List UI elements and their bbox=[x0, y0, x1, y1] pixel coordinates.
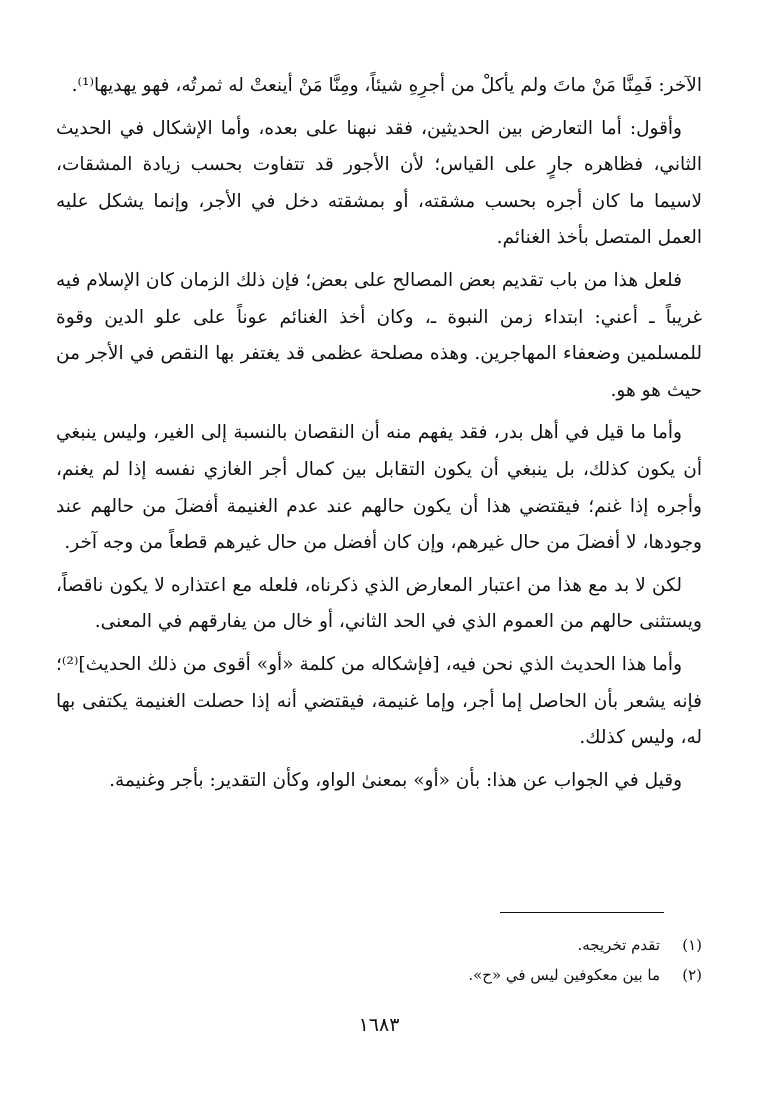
footnote-text: تقدم تخريجه. bbox=[577, 936, 660, 954]
footnote-divider bbox=[500, 912, 664, 913]
footnote-marker: (١) bbox=[682, 936, 702, 954]
paragraph: وأما ما قيل في أهل بدر، فقد يفهم منه أن النقصان بالنسبة إلى الغير، وليس ينبغي أن يكون كذلك، بل ينبغي أن يكون التقابل بين كمال أجر الغازي نفسه إذا لم يغنم، وأجره إذا غنم؛ فيقتضي هذا أن يكون حالهم عند عدم الغنيمة أفضلَ من حالهم عند وجودها، لا أفضلَ من حال غيرهم، وإن كان أفضل من حال غيرهم قطعاً من وجه آخر. bbox=[56, 422, 702, 554]
paragraph: وقيل في الجواب عن هذا: بأن «أو» بمعنىٰ الواو، وكأن التقدير: بأجر وغنيمة. bbox=[109, 769, 682, 791]
footnotes bbox=[56, 930, 702, 990]
paragraph: فلعل هذا من باب تقديم بعض المصالح على بعض؛ فإن ذلك الزمان كان الإسلام فيه غريباً ـ أعني: ابتداء زمن النبوة ـ، وكان أخذ الغنائم عوناً على علو الدين وقوة للمسلمين وضعفاء المهاجرين. وهذه مصلحة عظمى قد يغتفر بها النقص في الأجر من حيث هو هو. bbox=[56, 269, 702, 401]
paragraph: لكن لا بد مع هذا من اعتبار المعارض الذي ذكرناه، فلعله مع اعتذاره لا يكون ناقصاً، ويستثنى حالهم من العموم الذي في الحد الثاني، أو خال من يفارقهم في المعنى. bbox=[56, 574, 702, 633]
footnote bbox=[56, 930, 702, 960]
paragraph: وأقول: أما التعارض بين الحديثين، فقد نبهنا على بعده، وأما الإشكال في الحديث الثاني، فظاهره جارٍ على القياس؛ لأن الأجور قد تتفاوت بحسب زيادة المشقات، لاسيما ما كان أجره بحسب مشقته، أو بمشقته دخل في الأجر، وإنما يشكل عليه العمل المتصل بأخذ الغنائم. bbox=[56, 117, 702, 249]
paragraph: وأما هذا الحديث الذي نحن فيه، [فإشكاله من كلمة «أو» أقوى من ذلك الحديث]⁽²⁾؛ فإنه يشعر بأن الحاصل إما أجر، وإما غنيمة، فيقتضي أنه إذا حصلت الغنيمة يكتفى بها له، وليس كذلك. bbox=[56, 653, 702, 749]
paragraph: الآخر: فَمِنَّا مَنْ ماتَ ولم يأكلْ من أجرِهِ شيئاً، ومِنَّا مَنْ أينعتْ له ثمرتُه، فهو يهديها⁽¹⁾. bbox=[71, 75, 702, 96]
footnote-text: ما بين معكوفين ليس في «ح». bbox=[468, 966, 660, 984]
page-number: ١٦٨٣ bbox=[358, 1014, 400, 1036]
main-text bbox=[56, 68, 702, 805]
footnote-marker: (٢) bbox=[682, 966, 702, 984]
footnote bbox=[56, 960, 702, 990]
